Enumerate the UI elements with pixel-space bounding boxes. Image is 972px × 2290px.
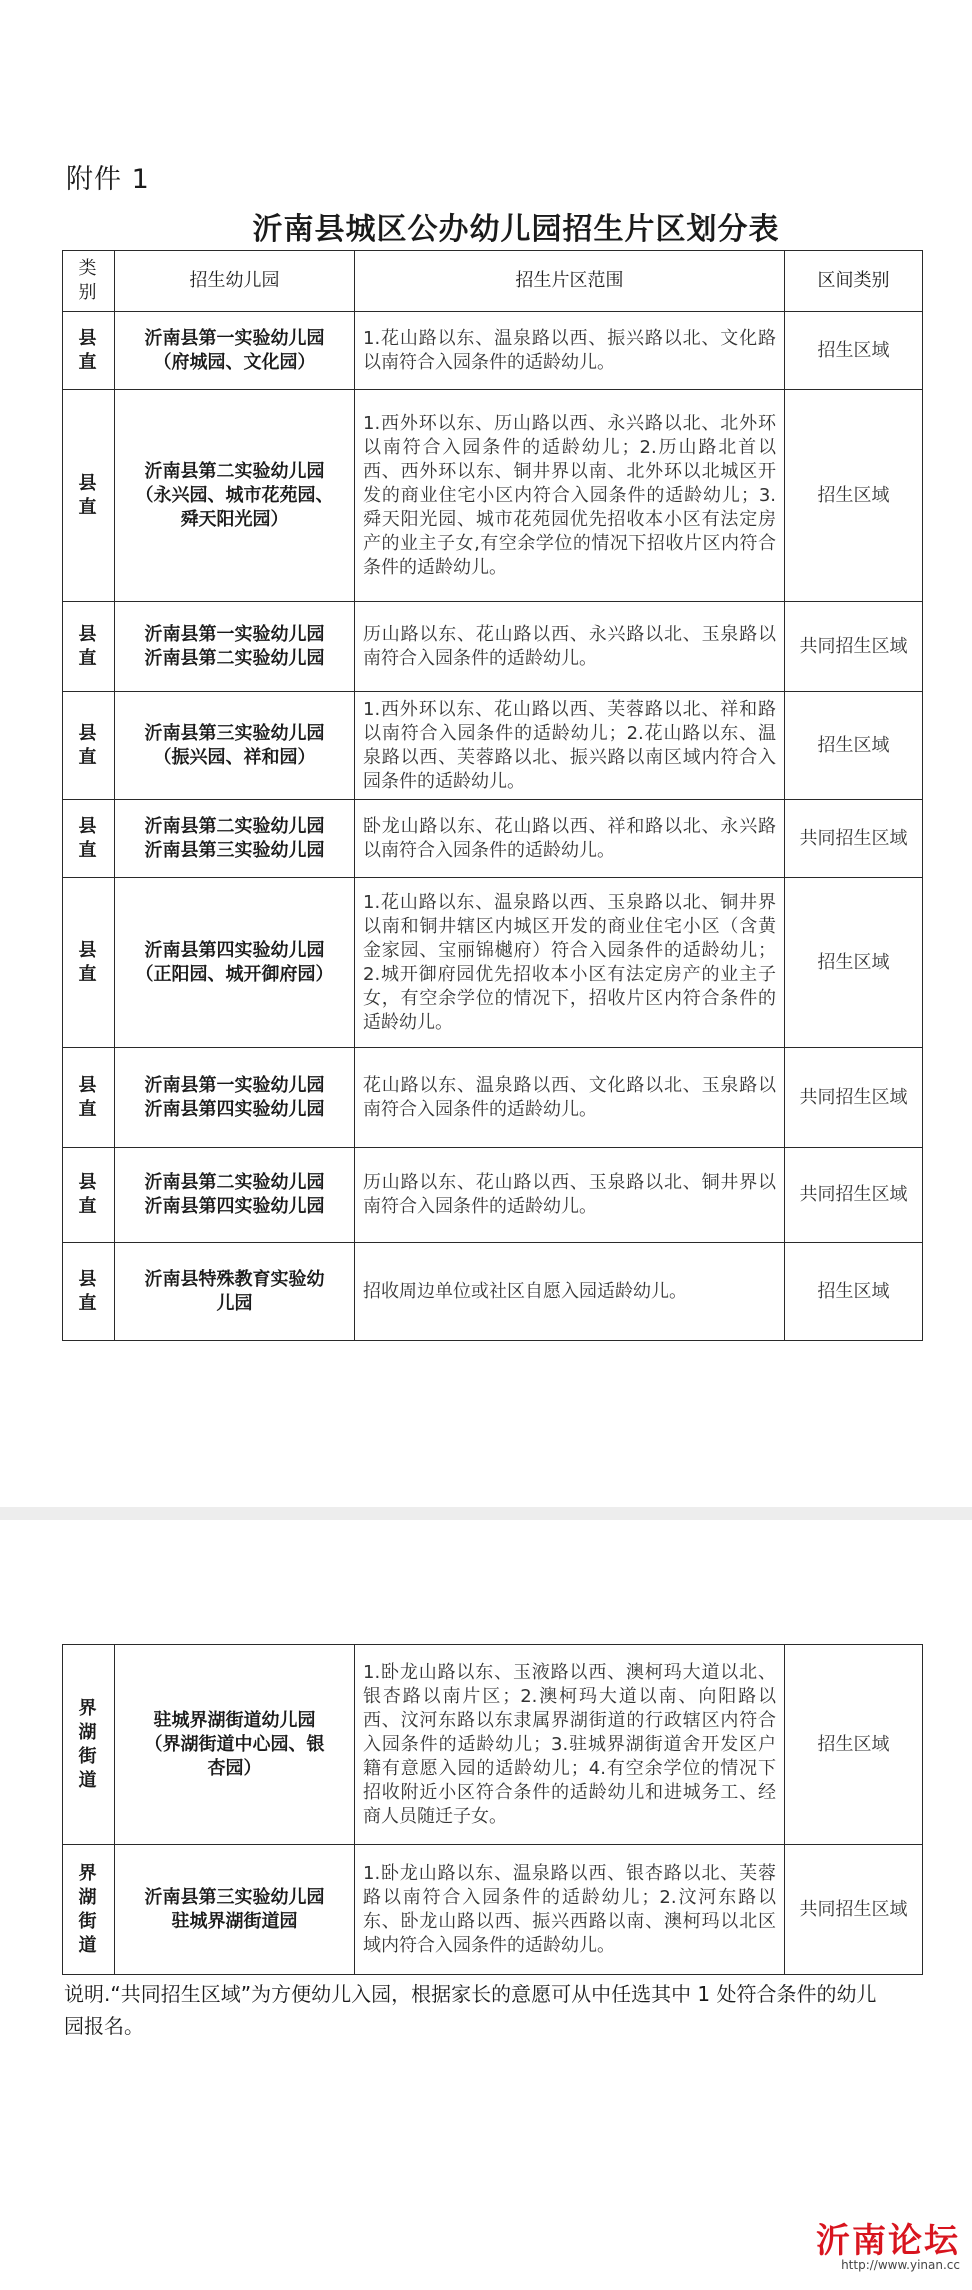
row-enrollment-range: 1.西外环以东、历山路以西、永兴路以北、北外环以南符合入园条件的适龄幼儿；2.历山路北首以西、西外环以东、铜井界以南、北外环以北城区开发的商业住宅小区内符合入园条件的适龄幼儿；3.舜天阳光园、城市花苑园优先招收本小区有法定房产的业主子女,有空余学位的情况下招收片区内符合条件的适龄幼儿。 [355,390,785,602]
school-name-line: 沂南县特殊教育实验幼 [144,1268,325,1290]
row-zone-type: 共同招生区域 [785,602,923,692]
table-row [63,390,923,602]
page-title: 沂南县城区公办幼儿园招生片区划分表 [252,212,780,247]
school-name-line: 沂南县第二实验幼儿园 [144,460,325,482]
school-name-line: 沂南县第二实验幼儿园 [144,815,325,837]
row-enrollment-range: 1.花山路以东、温泉路以西、玉泉路以北、铜井界以南和铜井辖区内城区开发的商业住宅小区（含黄金家园、宝丽锦樾府）符合入园条件的适龄幼儿；2.城开御府园优先招收本小区有法定房产的业主子女，有空余学位的情况下，招收片区内符合条件的适龄幼儿。 [355,878,785,1048]
table-row [63,1845,923,1975]
school-name-line: 沂南县第一实验幼儿园 [144,327,325,349]
row-category [63,312,115,390]
forum-watermark[interactable] [816,2213,960,2272]
table-body-continued [63,1645,923,1975]
row-category-text: 县 直 [78,1268,99,1314]
row-category [63,1243,115,1341]
row-category [63,390,115,602]
enrollment-table-continued [62,1644,923,1975]
school-name-line: （振兴园、祥和园） [153,746,316,768]
table-row [63,800,923,878]
school-name-line: 儿园 [216,1292,253,1314]
row-category-text: 县 直 [78,939,99,985]
row-category [63,1148,115,1243]
row-school [115,1048,355,1148]
row-category [63,692,115,800]
explanatory-note: 说明.“共同招生区域”为方便幼儿入园，根据家长的意愿可从中任选其中 1 处符合条件的幼儿园报名。 [64,1982,877,2038]
row-zone-type: 招生区域 [785,692,923,800]
row-enrollment-range: 卧龙山路以东、花山路以西、祥和路以北、永兴路以南符合入园条件的适龄幼儿。 [355,800,785,878]
row-category [63,1845,115,1975]
row-school [115,1243,355,1341]
school-name-line: （府城园、文化园） [153,351,316,373]
school-name-line: （界湖街道中心园、银 [144,1733,325,1755]
row-category [63,1645,115,1845]
school-name-line: 沂南县第四实验幼儿园 [144,1196,325,1217]
row-school [115,878,355,1048]
header-category: 类别 [63,251,115,312]
row-enrollment-range: 历山路以东、花山路以西、玉泉路以北、铜井界以南符合入园条件的适龄幼儿。 [355,1148,785,1243]
school-name-line: 沂南县第三实验幼儿园 [144,722,325,744]
row-school [115,390,355,602]
school-name-line: 驻城界湖街道幼儿园 [153,1709,316,1731]
row-school [115,1148,355,1243]
row-school [115,602,355,692]
school-name-line: 沂南县第三实验幼儿园 [144,839,325,861]
row-category-text: 界 湖 街 道 [78,1697,99,1791]
row-zone-type: 招生区域 [785,878,923,1048]
row-category [63,800,115,878]
header-range: 招生片区范围 [355,251,785,312]
row-school [115,1645,355,1845]
row-category [63,1048,115,1148]
school-name-line: 沂南县第三实验幼儿园 [144,1886,325,1908]
school-name-line: （正阳园、城开御府园） [135,963,334,985]
row-zone-type: 招生区域 [785,390,923,602]
row-zone-type: 共同招生区域 [785,800,923,878]
row-zone-type: 共同招生区域 [785,1148,923,1243]
school-name-line: 沂南县第四实验幼儿园 [144,1098,325,1120]
table-row [63,692,923,800]
table-row [63,1243,923,1341]
school-name-line: 沂南县第二实验幼儿园 [144,1172,325,1193]
row-category [63,878,115,1048]
row-category-text: 县 直 [78,623,99,669]
row-category [63,602,115,692]
row-enrollment-range: 历山路以东、花山路以西、永兴路以北、玉泉路以南符合入园条件的适龄幼儿。 [355,602,785,692]
row-zone-type: 招生区域 [785,312,923,390]
school-name-line: 沂南县第二实验幼儿园 [144,647,325,669]
row-zone-type: 共同招生区域 [785,1048,923,1148]
row-category-text: 县 直 [78,472,99,518]
row-zone-type: 共同招生区域 [785,1845,923,1975]
document-page-2 [0,1520,972,2290]
row-school [115,692,355,800]
row-school [115,312,355,390]
table-row [63,1048,923,1148]
table-row [63,878,923,1048]
school-name-line: 驻城界湖街道园 [171,1910,298,1932]
row-school [115,1845,355,1975]
table-row [63,1148,923,1243]
school-name-line: （永兴园、城市花苑园、 [135,484,334,506]
school-name-line: 沂南县第一实验幼儿园 [144,623,325,645]
row-enrollment-range: 1.卧龙山路以东、温泉路以西、银杏路以北、芙蓉路以南符合入园条件的适龄幼儿；2.汶河东路以东、卧龙山路以西、振兴西路以南、澳柯玛以北区域内符合入园条件的适龄幼儿。 [355,1845,785,1975]
row-category-text: 县 直 [78,815,99,861]
attachment-label: 附件 1 [66,164,150,195]
row-category-text: 界 湖 街 道 [78,1862,99,1956]
row-zone-type: 招生区域 [785,1645,923,1845]
row-category-text: 县 直 [78,722,99,768]
header-school: 招生幼儿园 [115,251,355,312]
table-body [63,312,923,1341]
table-row [63,1645,923,1845]
header-type: 区间类别 [785,251,923,312]
watermark-url: http://www.yinan.cc [841,2258,960,2272]
enrollment-table [62,250,923,1341]
watermark-brand: 沂南论坛 [816,2221,960,2261]
row-school [115,800,355,878]
school-name-line: 沂南县第四实验幼儿园 [144,939,325,961]
school-name-line: 沂南县第一实验幼儿园 [144,1074,325,1096]
table-row [63,312,923,390]
row-enrollment-range: 1.花山路以东、温泉路以西、振兴路以北、文化路以南符合入园条件的适龄幼儿。 [355,312,785,390]
row-category-text: 县 直 [78,1172,99,1217]
row-enrollment-range: 招收周边单位或社区自愿入园适龄幼儿。 [355,1243,785,1341]
table-row [63,602,923,692]
school-name-line: 舜天阳光园） [180,508,289,530]
row-category-text: 县 直 [78,1074,99,1120]
row-zone-type: 招生区域 [785,1243,923,1341]
row-enrollment-range: 1.西外环以东、花山路以西、芙蓉路以北、祥和路以南符合入园条件的适龄幼儿；2.花山路以东、温泉路以西、芙蓉路以北、振兴路以南区域内符合入园条件的适龄幼儿。 [355,692,785,800]
row-category-text: 县 直 [78,327,99,373]
row-enrollment-range: 花山路以东、温泉路以西、文化路以北、玉泉路以南符合入园条件的适龄幼儿。 [355,1048,785,1148]
table-header-row [63,251,923,312]
school-name-line: 杏园） [207,1757,262,1779]
row-enrollment-range: 1.卧龙山路以东、玉液路以西、澳柯玛大道以北、银杏路以南片区；2.澳柯玛大道以南、向阳路以西、汶河东路以东隶属界湖街道的行政辖区内符合入园条件的适龄幼儿；3.驻城界湖街道舍开发区户籍有意愿入园的适龄幼儿；4.有空余学位的情况下招收附近小区符合条件的适龄幼儿和进城务工、经商人员随迁子女。 [355,1645,785,1845]
